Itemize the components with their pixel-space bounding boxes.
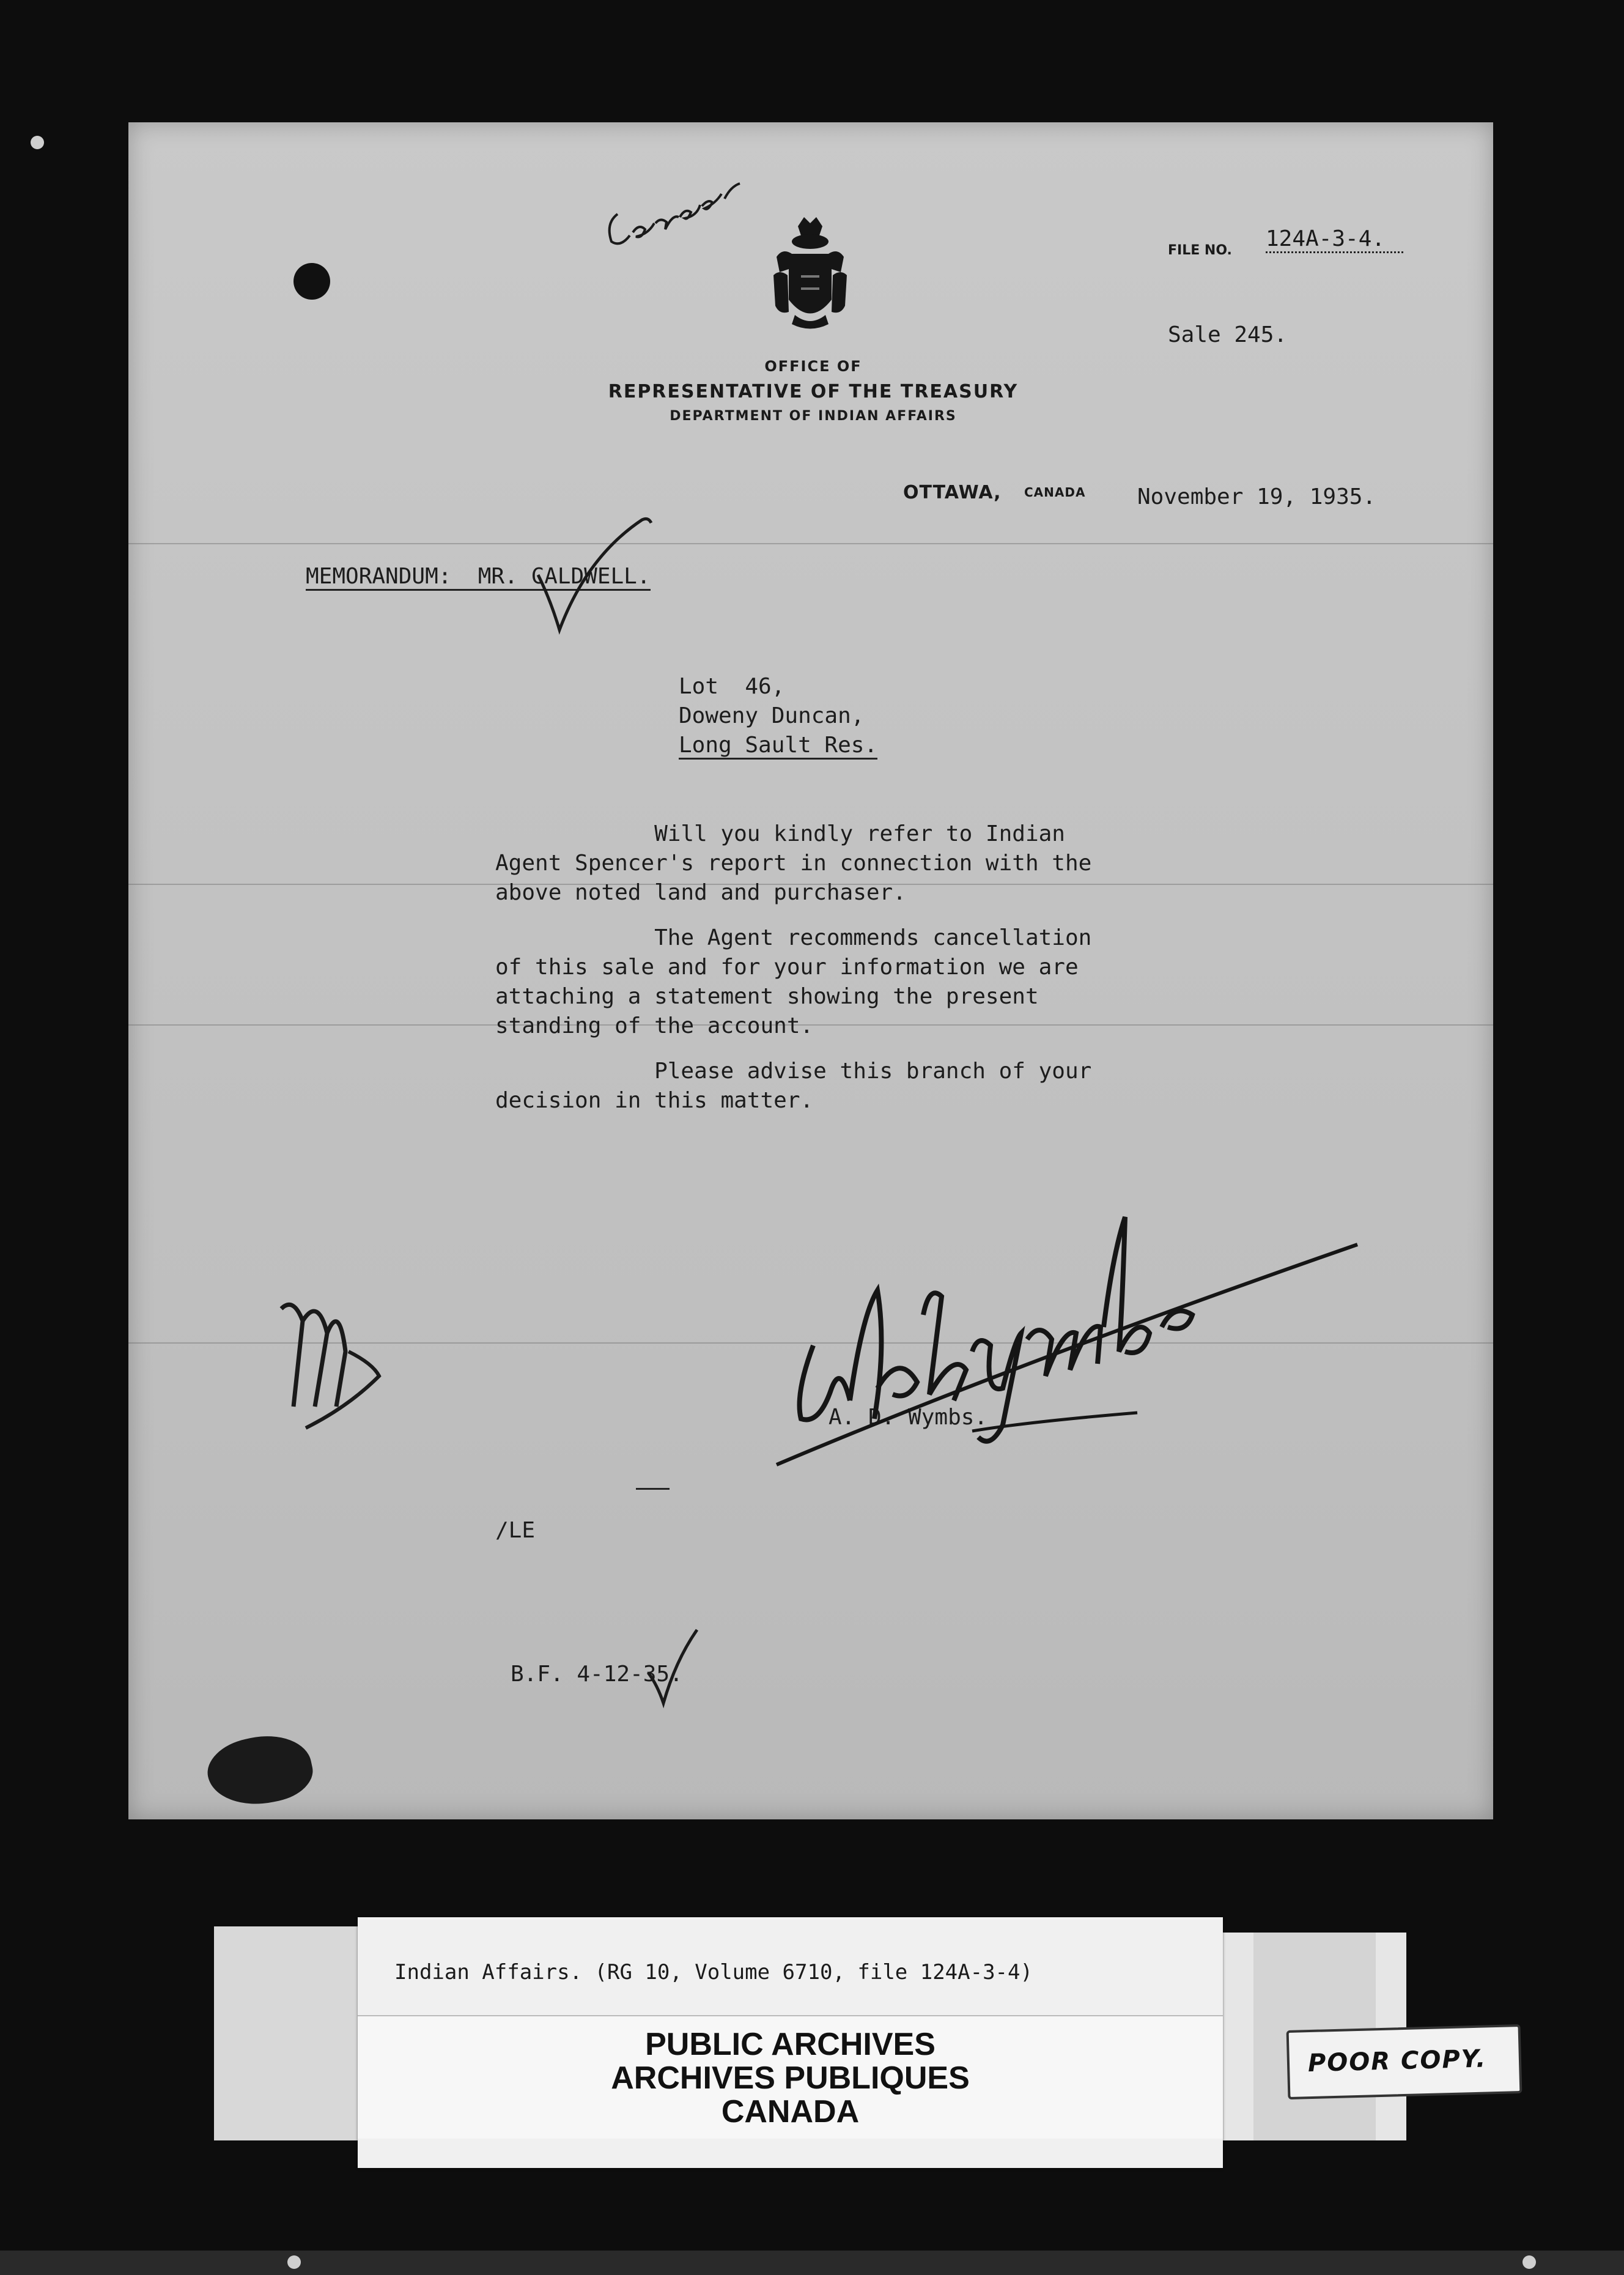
handwritten-cancel-note — [599, 180, 758, 272]
frame-marker — [31, 136, 44, 149]
memo-addressee: MEMORANDUM: MR. CALDWELL. — [306, 566, 651, 591]
sale-number: Sale 245. — [1168, 322, 1288, 347]
body-paragraph-1: Will you kindly refer to Indian Agent Spencer's report in connection with the above noted land and purchaser. — [495, 821, 1092, 905]
archive-country: CANADA — [721, 2094, 860, 2129]
archive-reference: Indian Affairs. (RG 10, Volume 6710, file 124A-3-4) — [394, 1960, 1033, 1985]
archive-name-en: PUBLIC ARCHIVES — [645, 2027, 936, 2062]
frame-marker — [1523, 2255, 1536, 2269]
purchaser-name: Doweny Duncan, — [679, 703, 865, 728]
poor-copy-stamp — [1286, 2024, 1523, 2099]
country: CANADA — [1024, 485, 1086, 500]
representative-heading: REPRESENTATIVE OF THE TREASURY — [608, 381, 1019, 402]
file-number: 124A-3-4. — [1266, 226, 1403, 253]
archive-name-fr: ARCHIVES PUBLIQUES — [611, 2060, 970, 2096]
office-of-heading: OFFICE OF — [764, 358, 862, 375]
signatory-name: A. D. Wymbs. — [829, 1405, 988, 1430]
label-tab — [214, 1926, 361, 2140]
archive-label-card — [358, 1917, 1223, 2168]
ink-stain — [202, 1727, 317, 1814]
fold-line — [128, 543, 1493, 544]
poor-copy-text: POOR COPY. — [1307, 2044, 1487, 2078]
typist-initials: /LE — [495, 1518, 536, 1543]
archive-band — [358, 2015, 1223, 2139]
check-mark-icon — [526, 508, 660, 642]
reserve-name: Long Sault Res. — [679, 734, 877, 760]
file-no-label: FILE NO. — [1168, 243, 1232, 258]
bring-forward-date: B.F. 4-12-35. — [511, 1662, 683, 1687]
punch-hole — [293, 263, 330, 300]
pen-dash — [636, 1488, 670, 1490]
handwritten-signature — [770, 1131, 1382, 1474]
body-paragraph-2: The Agent recommends cancellation of this sale and for your information we are attaching a statement showing the present standing of the account. — [495, 925, 1092, 1038]
department-heading: DEPARTMENT OF INDIAN AFFAIRS — [670, 409, 957, 424]
letter-date: November 19, 1935. — [1137, 484, 1376, 509]
frame-marker — [287, 2255, 301, 2269]
handwritten-initial-m — [269, 1284, 391, 1437]
lot-number: Lot 46, — [679, 674, 785, 699]
film-edge — [0, 2251, 1624, 2275]
letter-sheet — [128, 122, 1493, 1819]
body-paragraph-3: Please advise this branch of your decision in this matter. — [495, 1059, 1092, 1113]
check-mark-icon — [642, 1624, 703, 1709]
coat-of-arms-icon — [770, 214, 850, 330]
city: OTTAWA, — [903, 482, 1002, 503]
